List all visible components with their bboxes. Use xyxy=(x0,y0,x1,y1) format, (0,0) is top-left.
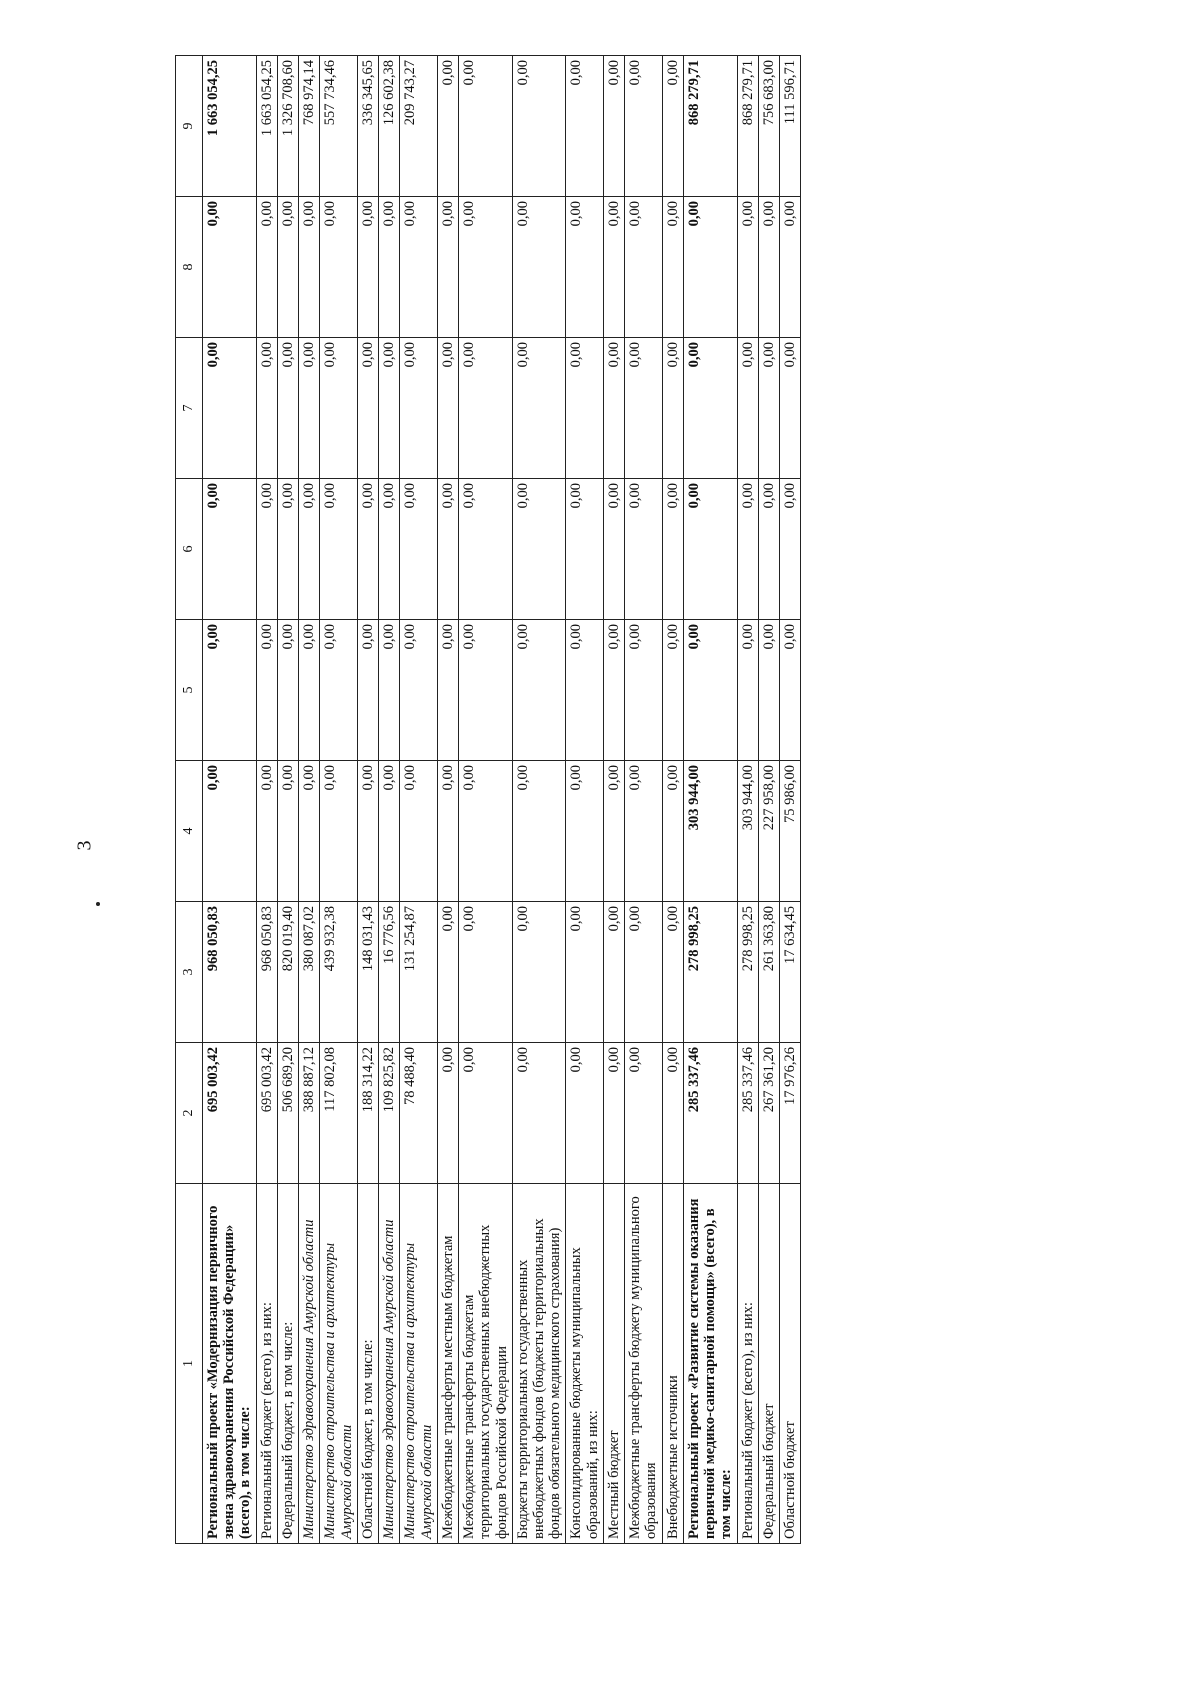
value-cell: 267 361,20 xyxy=(758,1043,779,1184)
table-row xyxy=(737,56,758,1544)
value-cell: 0,00 xyxy=(566,620,603,761)
value-cell: 109 825,82 xyxy=(379,1043,400,1184)
value-cell: 0,00 xyxy=(625,761,662,902)
value-cell: 0,00 xyxy=(203,197,257,338)
value-cell: 439 932,38 xyxy=(320,902,357,1043)
value-cell: 756 683,00 xyxy=(758,56,779,197)
value-cell: 0,00 xyxy=(603,761,624,902)
value-cell: 227 958,00 xyxy=(758,761,779,902)
value-cell: 0,00 xyxy=(662,1043,683,1184)
value-cell: 0,00 xyxy=(357,338,378,479)
row-label: Местный бюджет xyxy=(603,1184,624,1544)
header-cell: 6 xyxy=(176,479,203,620)
value-cell: 0,00 xyxy=(683,479,737,620)
value-cell: 0,00 xyxy=(459,56,513,197)
value-cell: 506 689,20 xyxy=(277,1043,298,1184)
value-cell: 0,00 xyxy=(459,338,513,479)
value-cell: 0,00 xyxy=(299,479,320,620)
value-cell: 111 596,71 xyxy=(780,56,801,197)
value-cell: 0,00 xyxy=(662,620,683,761)
table-row xyxy=(780,56,801,1544)
value-cell: 388 887,12 xyxy=(299,1043,320,1184)
value-cell: 0,00 xyxy=(379,197,400,338)
value-cell: 0,00 xyxy=(277,620,298,761)
value-cell: 0,00 xyxy=(780,479,801,620)
value-cell: 0,00 xyxy=(203,761,257,902)
row-label: Региональный бюджет (всего), из них: xyxy=(737,1184,758,1544)
value-cell: 0,00 xyxy=(400,479,437,620)
value-cell: 0,00 xyxy=(566,56,603,197)
value-cell: 209 743,27 xyxy=(400,56,437,197)
value-cell: 1 326 708,60 xyxy=(277,56,298,197)
value-cell: 0,00 xyxy=(780,197,801,338)
table-row xyxy=(758,56,779,1544)
table-row xyxy=(603,56,624,1544)
value-cell: 0,00 xyxy=(256,761,277,902)
value-cell: 0,00 xyxy=(625,56,662,197)
value-cell: 0,00 xyxy=(459,761,513,902)
value-cell: 0,00 xyxy=(625,620,662,761)
row-label: Министерство здравоохранения Амурской области xyxy=(379,1184,400,1544)
row-label: Бюджеты территориальных государственных внебюджетных фондов (бюджеты территориальных фондов обязательного медицинского страхования) xyxy=(512,1184,566,1544)
value-cell: 0,00 xyxy=(625,902,662,1043)
value-cell: 0,00 xyxy=(459,902,513,1043)
value-cell: 0,00 xyxy=(256,197,277,338)
value-cell: 0,00 xyxy=(277,197,298,338)
value-cell: 131 254,87 xyxy=(400,902,437,1043)
value-cell: 0,00 xyxy=(256,479,277,620)
value-cell: 0,00 xyxy=(459,479,513,620)
value-cell: 78 488,40 xyxy=(400,1043,437,1184)
value-cell: 0,00 xyxy=(603,197,624,338)
value-cell: 285 337,46 xyxy=(737,1043,758,1184)
value-cell: 0,00 xyxy=(320,479,357,620)
value-cell: 0,00 xyxy=(299,338,320,479)
page-dot-mark xyxy=(96,902,100,906)
value-cell: 0,00 xyxy=(320,620,357,761)
rotated-table-container xyxy=(175,56,1175,1544)
row-label: Федеральный бюджет, в том числе: xyxy=(277,1184,298,1544)
value-cell: 0,00 xyxy=(379,479,400,620)
value-cell: 0,00 xyxy=(603,1043,624,1184)
row-label: Межбюджетные трансферты бюджетам территориальных государственных внебюджетных фондов Российской Федерации xyxy=(459,1184,513,1544)
value-cell: 16 776,56 xyxy=(379,902,400,1043)
value-cell: 0,00 xyxy=(566,902,603,1043)
value-cell: 0,00 xyxy=(400,620,437,761)
value-cell: 0,00 xyxy=(203,338,257,479)
row-label: Областной бюджет xyxy=(780,1184,801,1544)
value-cell: 0,00 xyxy=(662,338,683,479)
value-cell: 0,00 xyxy=(357,620,378,761)
table-row xyxy=(566,56,603,1544)
header-cell: 9 xyxy=(176,56,203,197)
value-cell: 0,00 xyxy=(758,197,779,338)
value-cell: 0,00 xyxy=(662,56,683,197)
value-cell: 0,00 xyxy=(603,479,624,620)
value-cell: 820 019,40 xyxy=(277,902,298,1043)
table-row xyxy=(459,56,513,1544)
value-cell: 0,00 xyxy=(737,620,758,761)
table-row xyxy=(277,56,298,1544)
value-cell: 0,00 xyxy=(203,479,257,620)
table-row xyxy=(683,56,737,1544)
value-cell: 0,00 xyxy=(400,338,437,479)
value-cell: 0,00 xyxy=(683,338,737,479)
value-cell: 0,00 xyxy=(512,1043,566,1184)
row-label: Федеральный бюджет xyxy=(758,1184,779,1544)
value-cell: 0,00 xyxy=(662,479,683,620)
table-row xyxy=(437,56,458,1544)
header-cell: 4 xyxy=(176,761,203,902)
value-cell: 0,00 xyxy=(357,479,378,620)
value-cell: 968 050,83 xyxy=(203,902,257,1043)
value-cell: 278 998,25 xyxy=(737,902,758,1043)
value-cell: 17 976,26 xyxy=(780,1043,801,1184)
value-cell: 336 345,65 xyxy=(357,56,378,197)
value-cell: 0,00 xyxy=(603,338,624,479)
table-row xyxy=(357,56,378,1544)
value-cell: 0,00 xyxy=(566,197,603,338)
value-cell: 0,00 xyxy=(662,761,683,902)
value-cell: 0,00 xyxy=(780,620,801,761)
value-cell: 0,00 xyxy=(299,620,320,761)
row-label: Консолидированные бюджеты муниципальных образований, из них: xyxy=(566,1184,603,1544)
value-cell: 0,00 xyxy=(203,620,257,761)
header-cell: 2 xyxy=(176,1043,203,1184)
row-label: Министерство строительства и архитектуры Амурской области xyxy=(320,1184,357,1544)
value-cell: 0,00 xyxy=(437,197,458,338)
value-cell: 768 974,14 xyxy=(299,56,320,197)
value-cell: 968 050,83 xyxy=(256,902,277,1043)
value-cell: 0,00 xyxy=(737,197,758,338)
table-row xyxy=(400,56,437,1544)
header-cell: 7 xyxy=(176,338,203,479)
page-number: 3 xyxy=(73,840,96,851)
value-cell: 695 003,42 xyxy=(203,1043,257,1184)
value-cell: 0,00 xyxy=(277,338,298,479)
budget-table xyxy=(175,55,801,1544)
header-cell: 5 xyxy=(176,620,203,761)
table-row xyxy=(625,56,662,1544)
value-cell: 0,00 xyxy=(662,902,683,1043)
table-row xyxy=(512,56,566,1544)
value-cell: 117 802,08 xyxy=(320,1043,357,1184)
table-row xyxy=(299,56,320,1544)
value-cell: 0,00 xyxy=(437,1043,458,1184)
header-row xyxy=(176,56,203,1544)
header-cell: 8 xyxy=(176,197,203,338)
row-label: Министерство строительства и архитектуры Амурской области xyxy=(400,1184,437,1544)
table-row xyxy=(203,56,257,1544)
value-cell: 0,00 xyxy=(737,479,758,620)
row-label: Региональный проект «Модернизация первичного звена здравоохранения Российской Федерации» (всего), в том числе: xyxy=(203,1184,257,1544)
value-cell: 0,00 xyxy=(566,761,603,902)
value-cell: 0,00 xyxy=(683,620,737,761)
value-cell: 0,00 xyxy=(512,620,566,761)
value-cell: 0,00 xyxy=(299,761,320,902)
value-cell: 0,00 xyxy=(459,1043,513,1184)
value-cell: 0,00 xyxy=(357,197,378,338)
value-cell: 0,00 xyxy=(625,1043,662,1184)
value-cell: 868 279,71 xyxy=(683,56,737,197)
value-cell: 1 663 054,25 xyxy=(203,56,257,197)
value-cell: 0,00 xyxy=(603,902,624,1043)
value-cell: 0,00 xyxy=(379,761,400,902)
value-cell: 261 363,80 xyxy=(758,902,779,1043)
table-row xyxy=(256,56,277,1544)
value-cell: 0,00 xyxy=(662,197,683,338)
value-cell: 868 279,71 xyxy=(737,56,758,197)
value-cell: 0,00 xyxy=(683,197,737,338)
value-cell: 75 986,00 xyxy=(780,761,801,902)
row-label: Межбюджетные трансферты местным бюджетам xyxy=(437,1184,458,1544)
table-row xyxy=(320,56,357,1544)
budget-table-body xyxy=(176,56,801,1544)
value-cell: 695 003,42 xyxy=(256,1043,277,1184)
value-cell: 188 314,22 xyxy=(357,1043,378,1184)
header-cell: 3 xyxy=(176,902,203,1043)
value-cell: 0,00 xyxy=(320,761,357,902)
value-cell: 0,00 xyxy=(512,56,566,197)
value-cell: 278 998,25 xyxy=(683,902,737,1043)
value-cell: 0,00 xyxy=(603,56,624,197)
table-row xyxy=(379,56,400,1544)
value-cell: 0,00 xyxy=(459,620,513,761)
value-cell: 0,00 xyxy=(566,338,603,479)
value-cell: 0,00 xyxy=(256,338,277,479)
value-cell: 0,00 xyxy=(566,1043,603,1184)
value-cell: 0,00 xyxy=(625,479,662,620)
row-label: Внебюджетные источники xyxy=(662,1184,683,1544)
value-cell: 0,00 xyxy=(437,56,458,197)
value-cell: 0,00 xyxy=(400,761,437,902)
value-cell: 0,00 xyxy=(625,338,662,479)
value-cell: 285 337,46 xyxy=(683,1043,737,1184)
value-cell: 0,00 xyxy=(566,479,603,620)
value-cell: 0,00 xyxy=(780,338,801,479)
value-cell: 0,00 xyxy=(512,902,566,1043)
value-cell: 0,00 xyxy=(379,338,400,479)
value-cell: 0,00 xyxy=(379,620,400,761)
value-cell: 0,00 xyxy=(737,338,758,479)
row-label: Министерство здравоохранения Амурской области xyxy=(299,1184,320,1544)
value-cell: 0,00 xyxy=(299,197,320,338)
value-cell: 557 734,46 xyxy=(320,56,357,197)
value-cell: 0,00 xyxy=(277,479,298,620)
value-cell: 1 663 054,25 xyxy=(256,56,277,197)
value-cell: 0,00 xyxy=(357,761,378,902)
row-label: Межбюджетные трансферты бюджету муниципального образования xyxy=(625,1184,662,1544)
value-cell: 0,00 xyxy=(320,338,357,479)
value-cell: 0,00 xyxy=(437,620,458,761)
value-cell: 0,00 xyxy=(603,620,624,761)
row-label: Региональный бюджет (всего), из них: xyxy=(256,1184,277,1544)
value-cell: 0,00 xyxy=(512,761,566,902)
value-cell: 303 944,00 xyxy=(683,761,737,902)
header-cell: 1 xyxy=(176,1184,203,1544)
value-cell: 0,00 xyxy=(437,338,458,479)
value-cell: 0,00 xyxy=(512,479,566,620)
value-cell: 0,00 xyxy=(625,197,662,338)
value-cell: 303 944,00 xyxy=(737,761,758,902)
value-cell: 380 087,02 xyxy=(299,902,320,1043)
value-cell: 0,00 xyxy=(437,761,458,902)
value-cell: 0,00 xyxy=(459,197,513,338)
value-cell: 0,00 xyxy=(758,338,779,479)
value-cell: 0,00 xyxy=(758,620,779,761)
row-label: Региональный проект «Развитие системы оказания первичной медико-санитарной помощи» (всего), в том числе: xyxy=(683,1184,737,1544)
value-cell: 0,00 xyxy=(400,197,437,338)
value-cell: 0,00 xyxy=(437,902,458,1043)
value-cell: 0,00 xyxy=(512,338,566,479)
value-cell: 148 031,43 xyxy=(357,902,378,1043)
value-cell: 126 602,38 xyxy=(379,56,400,197)
row-label: Областной бюджет, в том числе: xyxy=(357,1184,378,1544)
value-cell: 0,00 xyxy=(758,479,779,620)
value-cell: 0,00 xyxy=(437,479,458,620)
value-cell: 0,00 xyxy=(277,761,298,902)
value-cell: 0,00 xyxy=(512,197,566,338)
value-cell: 0,00 xyxy=(256,620,277,761)
value-cell: 0,00 xyxy=(320,197,357,338)
value-cell: 17 634,45 xyxy=(780,902,801,1043)
table-row xyxy=(662,56,683,1544)
